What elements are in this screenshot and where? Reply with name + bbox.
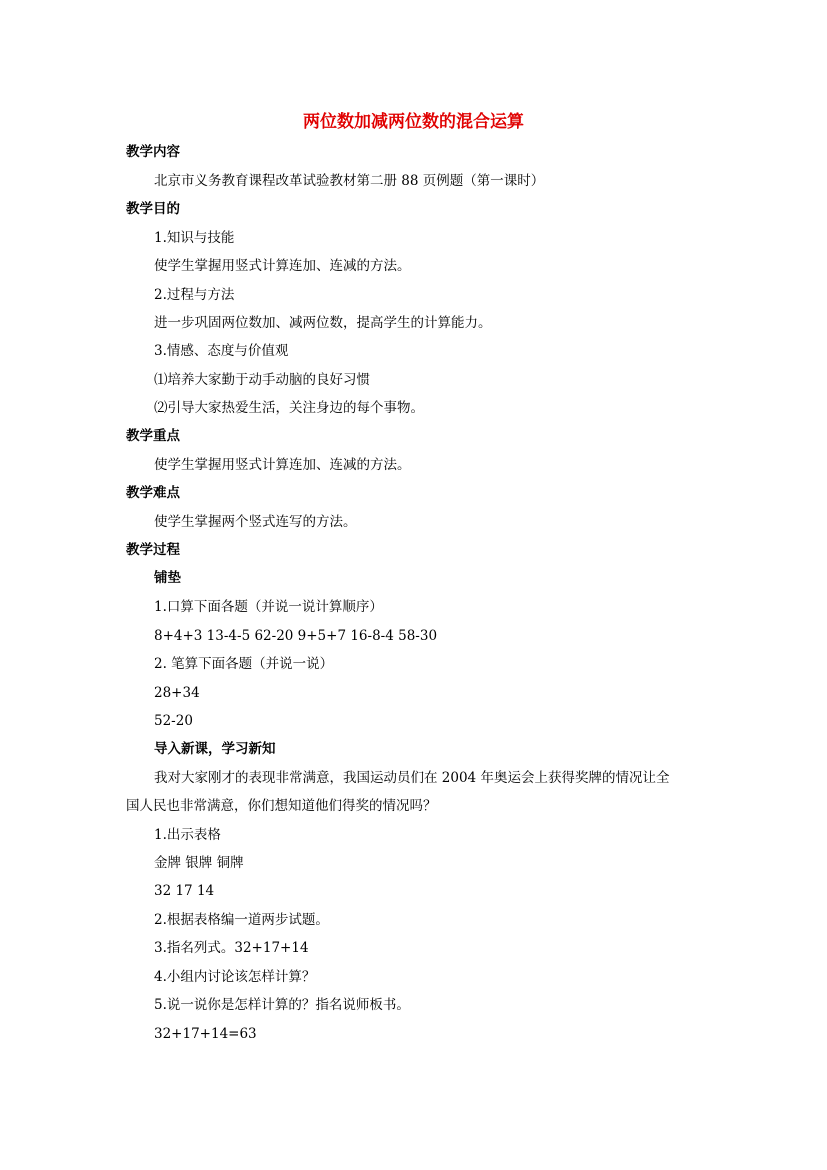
step-1: 1.出示表格 [154, 827, 221, 843]
goal-2: 2.过程与方法 [154, 287, 235, 303]
key-points-text: 使学生掌握用竖式计算连加、连减的方法。 [154, 457, 411, 473]
medal-headers: 金牌 银牌 铜牌 [154, 855, 244, 871]
step-4: 4.小组内讨论该怎样计算？ [154, 969, 316, 985]
intro-text-1: 我对大家刚才的表现非常满意，我国运动员们在 2004 年奥运会上获得奖牌的情况让全 [154, 770, 670, 786]
goal-1-text: 使学生掌握用竖式计算连加、连减的方法。 [154, 258, 411, 274]
warmup-2-expr-1: 28+34 [154, 685, 200, 701]
heading-teaching-content: 教学内容 [126, 144, 180, 160]
board-expression: 32+17+14=63 [154, 1026, 257, 1042]
heading-difficulties: 教学难点 [126, 485, 180, 501]
heading-process: 教学过程 [126, 542, 180, 558]
goal-3: 3.情感、态度与价值观 [154, 343, 289, 359]
heading-key-points: 教学重点 [126, 428, 180, 444]
goal-1: 1.知识与技能 [154, 230, 235, 246]
goal-3-item-1: ⑴培养大家勤于动手动脑的良好习惯 [154, 372, 370, 388]
warmup-1: 1.口算下面各题（并说一说计算顺序） [154, 599, 383, 615]
step-5: 5.说一说你是怎样计算的？指名说师板书。 [154, 997, 410, 1013]
warmup-1-expressions: 8+4+3 13-4-5 62-20 9+5+7 16-8-4 58-30 [154, 628, 438, 644]
goal-3-item-2: ⑵引导大家热爱生活，关注身边的每个事物。 [154, 400, 424, 416]
difficulties-text: 使学生掌握两个竖式连写的方法。 [154, 514, 357, 530]
warmup-2-expr-2: 52-20 [154, 713, 193, 729]
heading-new-lesson: 导入新课，学习新知 [154, 741, 276, 757]
goal-2-text: 进一步巩固两位数加、减两位数，提高学生的计算能力。 [154, 315, 492, 331]
step-3: 3.指名列式。32+17+14 [154, 940, 309, 956]
heading-warmup: 铺垫 [154, 570, 181, 586]
step-2: 2.根据表格编一道两步试题。 [154, 912, 329, 928]
warmup-2: 2. 笔算下面各题（并说一说） [154, 656, 334, 672]
intro-text-2: 国人民也非常满意，你们想知道他们得奖的情况吗？ [126, 798, 437, 814]
document-title: 两位数加减两位数的混合运算 [303, 112, 524, 132]
content-text: 北京市义务教育课程改革试验教材第二册 88 页例题（第一课时） [154, 173, 545, 189]
medal-counts: 32 17 14 [154, 883, 215, 899]
heading-teaching-goals: 教学目的 [126, 201, 180, 217]
